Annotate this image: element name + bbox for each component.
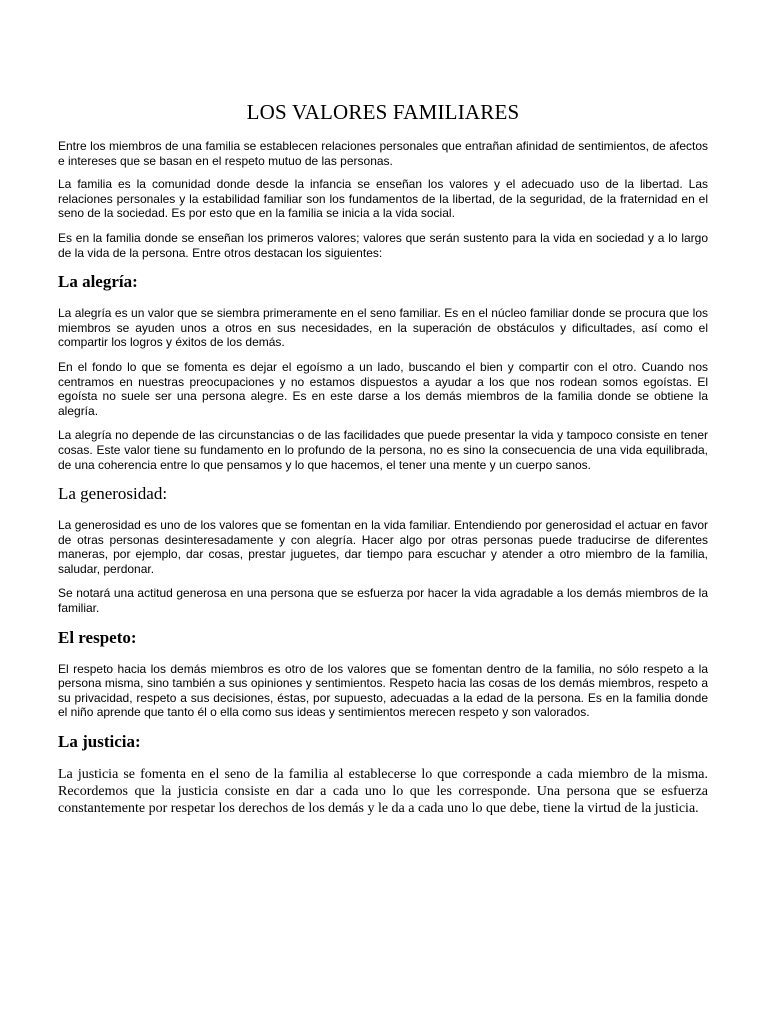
- section-heading-generosidad: La generosidad:: [58, 484, 168, 504]
- section-heading-respeto: El respeto:: [58, 627, 137, 647]
- alegria-paragraph-2: En el fondo lo que se fomenta es dejar el egoísmo a un lado, buscando el bien y compartir con el otro. Cuando nos centramos en nuestras preocupaciones y no estamos dispuestos a ayudar a los que nos rodean somos egoístas. El egoísta no suele ser una persona alegre. Es en este darse a los demás miembros de la familia donde se obtiene la alegría.: [58, 359, 708, 418]
- intro-paragraph-3: Es en la familia donde se enseñan los primeros valores; valores que serán sustento para la vida en sociedad y a lo largo de la vida de la persona. Entre otros destacan los siguientes:: [58, 230, 708, 260]
- section-heading-justicia: La justicia:: [58, 732, 141, 752]
- generosidad-paragraph-1: La generosidad es uno de los valores que se fomentan en la vida familiar. Entendiendo por generosidad el actuar en favor de otras personas desinteresadamente y con alegría. Hacer algo por otras personas puede traducirse de diferentes maneras, por ejemplo, dar cosas, prestar juguetes, dar tiempo para escuchar y atender a otro miembro de la familia, saludar, perdonar.: [58, 518, 708, 576]
- justicia-paragraph-1: La justicia se fomenta en el seno de la familia al establecerse lo que corresponde a cada miembro de la misma. Recordemos que la justicia consiste en dar a cada uno lo que les corresponde. Una persona que se esfuerza constantemente por respetar los derechos de los demás y le da a cada uno lo que debe, tiene la virtud de la justicia.: [58, 767, 708, 817]
- document-title: LOS VALORES FAMILIARES: [246, 100, 520, 124]
- alegria-paragraph-1: La alegría es un valor que se siembra primeramente en el seno familiar. Es en el núcleo familiar donde se procura que los miembros se ayuden unos a otros en sus necesidades, en la superación de obstáculos y dificultades, así como el compartir los logros y éxitos de los demás.: [58, 306, 708, 350]
- respeto-paragraph-1: El respeto hacia los demás miembros es otro de los valores que se fomentan dentro de la familia, no sólo respeto a la persona misma, sino también a sus opiniones y sentimientos. Respeto hacia las cosas de los demás miembros, respeto a su privacidad, respeto a sus decisiones, éstas, por supuesto, adecuadas a la edad de la persona. Es en la familia donde el niño aprende que tanto él o ella como sus ideas y sentimientos merecen respeto y son valorados.: [58, 661, 708, 720]
- section-heading-alegria: La alegría:: [58, 272, 138, 292]
- intro-paragraph-1: Entre los miembros de una familia se establecen relaciones personales que entrañan afinidad de sentimientos, de afectos e intereses que se basan en el respeto mutuo de las personas.: [58, 139, 708, 168]
- intro-paragraph-2: La familia es la comunidad donde desde la infancia se enseñan los valores y el adecuado uso de la libertad. Las relaciones personales y la estabilidad familiar son los fundamentos de la libertad, de la seguridad, de la fraternidad en el seno de la sociedad. Es por esto que en la familia se inicia a la vida social.: [58, 177, 708, 221]
- document-page: [58, 100, 708, 827]
- alegria-paragraph-3: La alegría no depende de las circunstancias o de las facilidades que puede presentar la vida y tampoco consiste en tener cosas. Este valor tiene su fundamento en lo profundo de la persona, no es sino la consecuencia de una vida equilibrada, de una coherencia entre lo que pensamos y lo que hacemos, el tener una mente y un cuerpo sanos.: [58, 428, 708, 472]
- generosidad-paragraph-2: Se notará una actitud generosa en una persona que se esfuerza por hacer la vida agradable a los demás miembros de la familiar.: [58, 586, 708, 616]
